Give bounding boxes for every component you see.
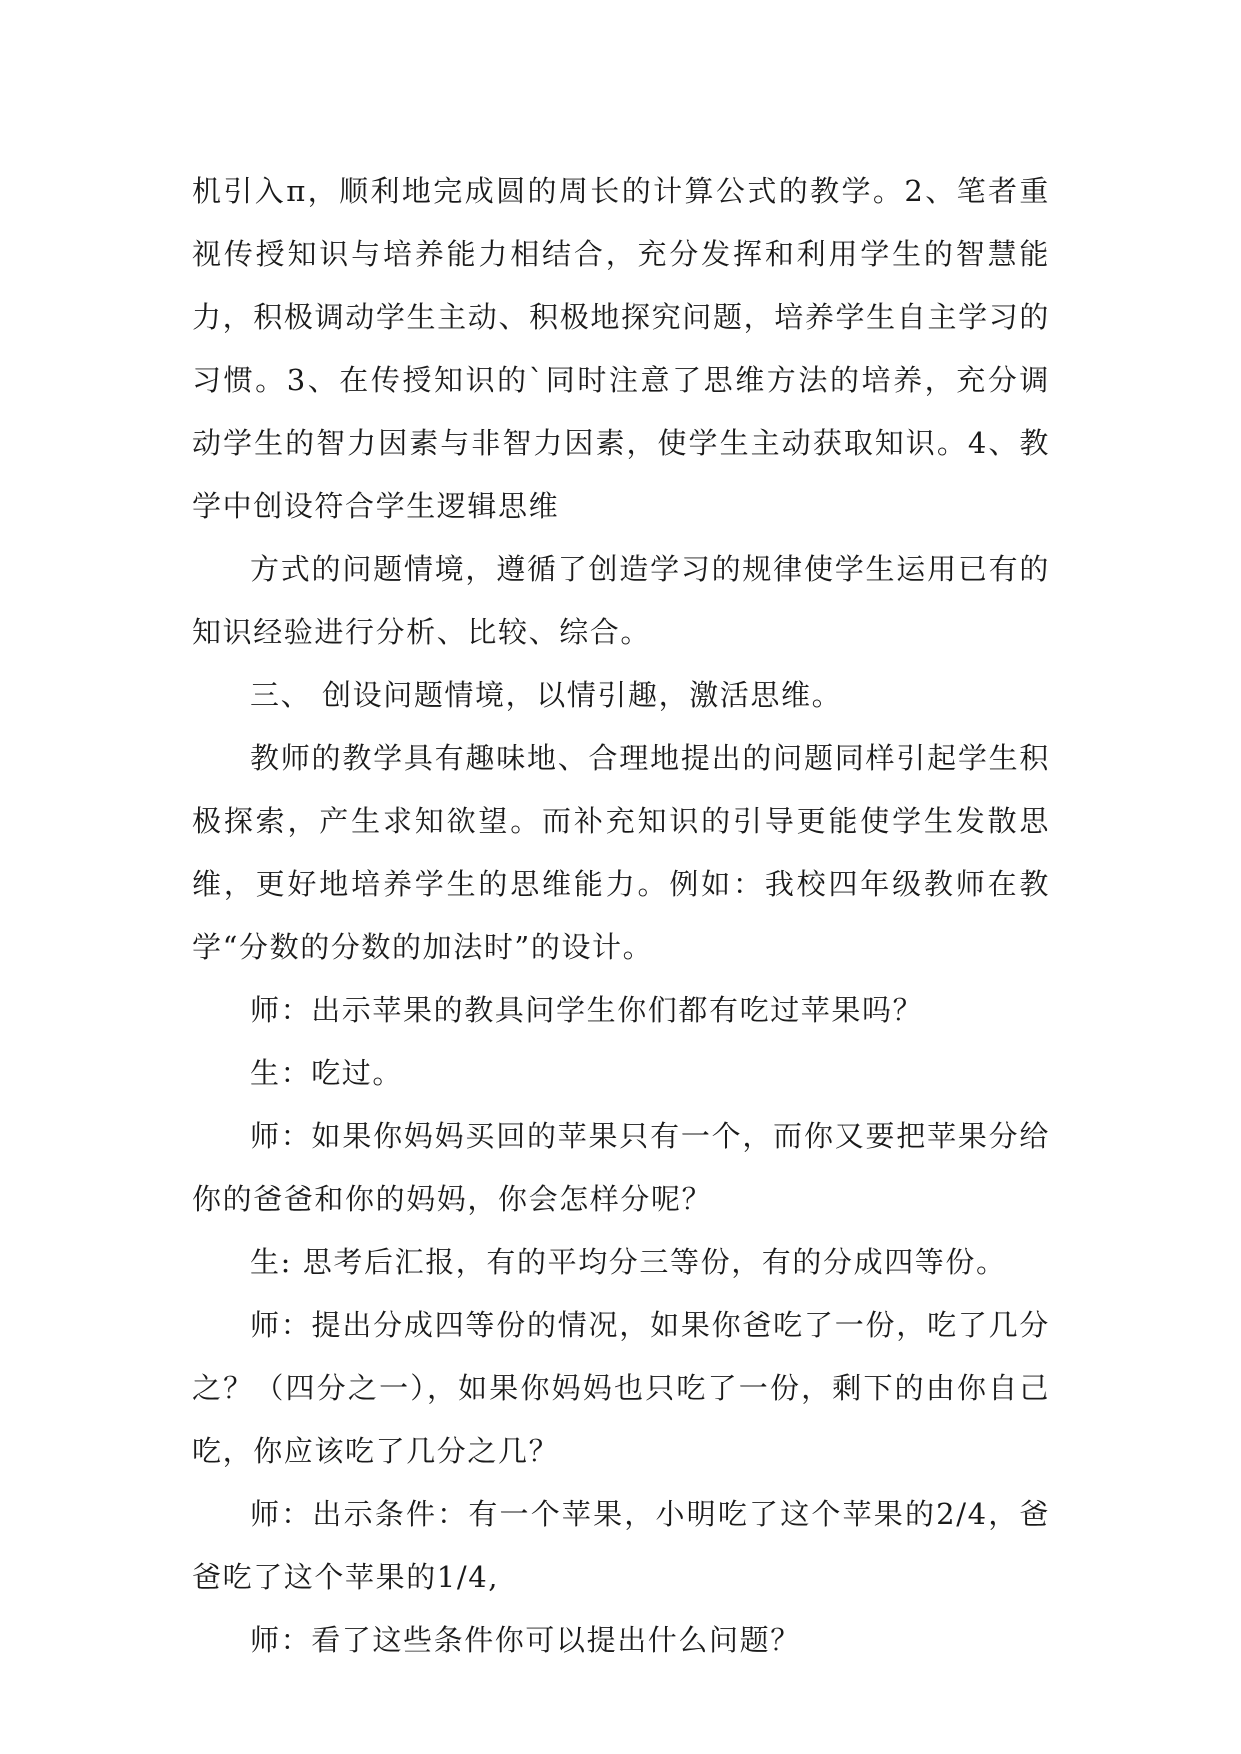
dialogue-teacher-4: 师：出示条件：有一个苹果，小明吃了这个苹果的2/4，爸爸吃了这个苹果的1/4, xyxy=(192,1497,1050,1594)
section-heading: 三、 创设问题情境，以情引趣，激活思维。 xyxy=(250,678,843,712)
document-page xyxy=(192,160,1050,1672)
dialogue-teacher-5: 师：看了这些条件你可以提出什么问题？ xyxy=(250,1623,801,1657)
paragraph-problem-situation: 方式的问题情境，遵循了创造学习的规律使学生运用已有的知识经验进行分析、比较、综合。 xyxy=(192,552,1050,649)
dialogue-student-2: 生: 思考后汇报，有的平均分三等份，有的分成四等份。 xyxy=(250,1245,1007,1279)
dialogue-student-1: 生：吃过。 xyxy=(250,1056,404,1090)
paragraph-teaching-interest: 教师的教学具有趣味地、合理地提出的问题同样引起学生积极探索，产生求知欲望。而补充知识的引导更能使学生发散思维，更好地培养学生的思维能力。例如：我校四年级教师在教学“分数的分数的加法时”的设计。 xyxy=(192,741,1050,964)
paragraph-continuation: 机引入π，顺利地完成圆的周长的计算公式的教学。2、笔者重视传授知识与培养能力相结合，充分发挥和利用学生的智慧能力，积极调动学生主动、积极地探究问题，培养学生自主学习的习惯。3、在传授知识的`同时注意了思维方法的培养，充分调动学生的智力因素与非智力因素，使学生主动获取知识。4、教学中创设符合学生逻辑思维 xyxy=(192,174,1050,523)
dialogue-teacher-2: 师：如果你妈妈买回的苹果只有一个，而你又要把苹果分给你的爸爸和你的妈妈，你会怎样分呢？ xyxy=(192,1119,1050,1216)
dialogue-teacher-3: 师：提出分成四等份的情况，如果你爸吃了一份，吃了几分之？（四分之一），如果你妈妈也只吃了一份，剩下的由你自己吃，你应该吃了几分之几？ xyxy=(192,1308,1050,1468)
dialogue-teacher-1: 师：出示苹果的教具问学生你们都有吃过苹果吗？ xyxy=(250,993,924,1027)
